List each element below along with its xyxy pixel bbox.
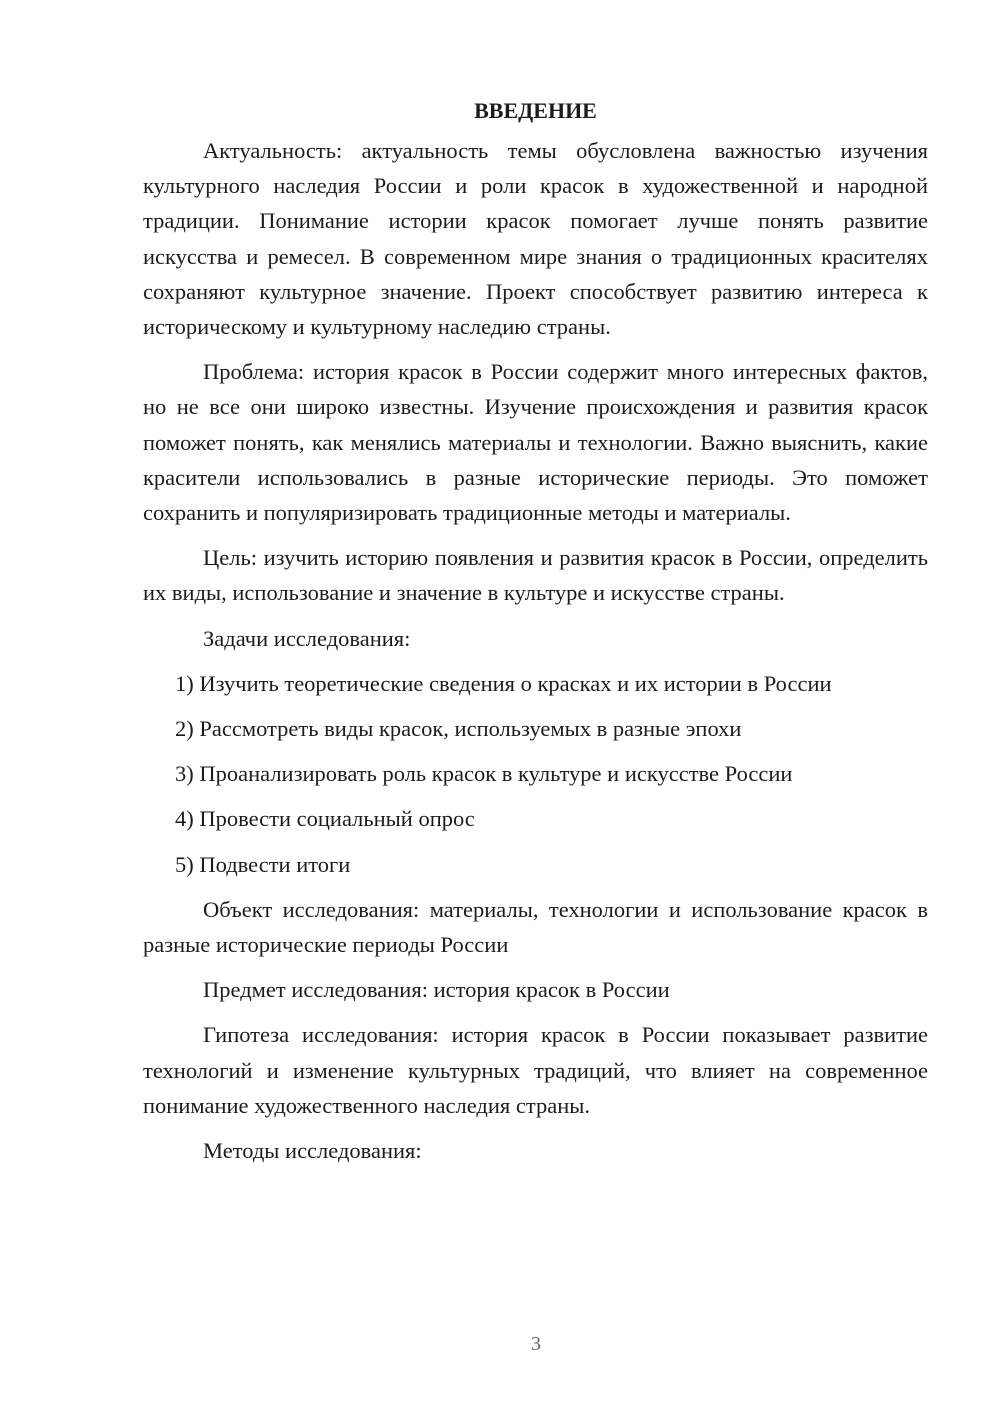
relevance-paragraph: Актуальность: актуальность темы обусловлена важностью изучения культурного наследия России и роли красок в художественной и народной традиции. Понимание истории красок помогает лучше понять развитие искусства и ремесел. В современном мире знания о традиционных красителях сохраняют культурное значение. Проект способствует развитию интереса к историческому и культурному наследию страны.: [143, 138, 928, 340]
goal-paragraph: Цель: изучить историю появления и развития красок в России, определить их виды, использование и значение в культуре и искусстве страны.: [143, 545, 928, 606]
page-title: ВВЕДЕНИЕ: [474, 98, 597, 123]
object-paragraph: Объект исследования: материалы, технологии и использование красок в разные исторические периоды России: [143, 896, 928, 958]
subject-paragraph: Предмет исследования: история красок в России: [203, 977, 670, 1003]
methods-heading: Методы исследования:: [203, 1138, 422, 1164]
tasks-list: [143, 666, 928, 882]
list-item: 5) Подвести итоги: [175, 851, 351, 877]
hypothesis-paragraph: Гипотеза исследования: история красок в России показывает развитие технологий и изменение культурных традиций, что влияет на современное понимание художественного наследия страны.: [143, 1022, 928, 1118]
list-item: 2) Рассмотреть виды красок, используемых в разные эпохи: [175, 716, 742, 742]
tasks-heading: Задачи исследования:: [203, 625, 411, 651]
list-item: 3) Проанализировать роль красок в культуре и искусстве России: [175, 761, 793, 787]
list-item: 1) Изучить теоретические сведения о красках и их истории в России: [175, 670, 832, 696]
list-item: 4) Провести социальный опрос: [175, 806, 475, 832]
problem-paragraph: Проблема: история красок в России содержит много интересных фактов, но не все они широко известны. Изучение происхождения и развития красок поможет понять, как менялись материалы и технологии. Важно выяснить, какие красители использовались в разные исторические периоды. Это поможет сохранить и популяризировать традиционные методы и материалы.: [143, 359, 928, 526]
page-number: 3: [531, 1333, 541, 1355]
page-content: [143, 95, 928, 1178]
